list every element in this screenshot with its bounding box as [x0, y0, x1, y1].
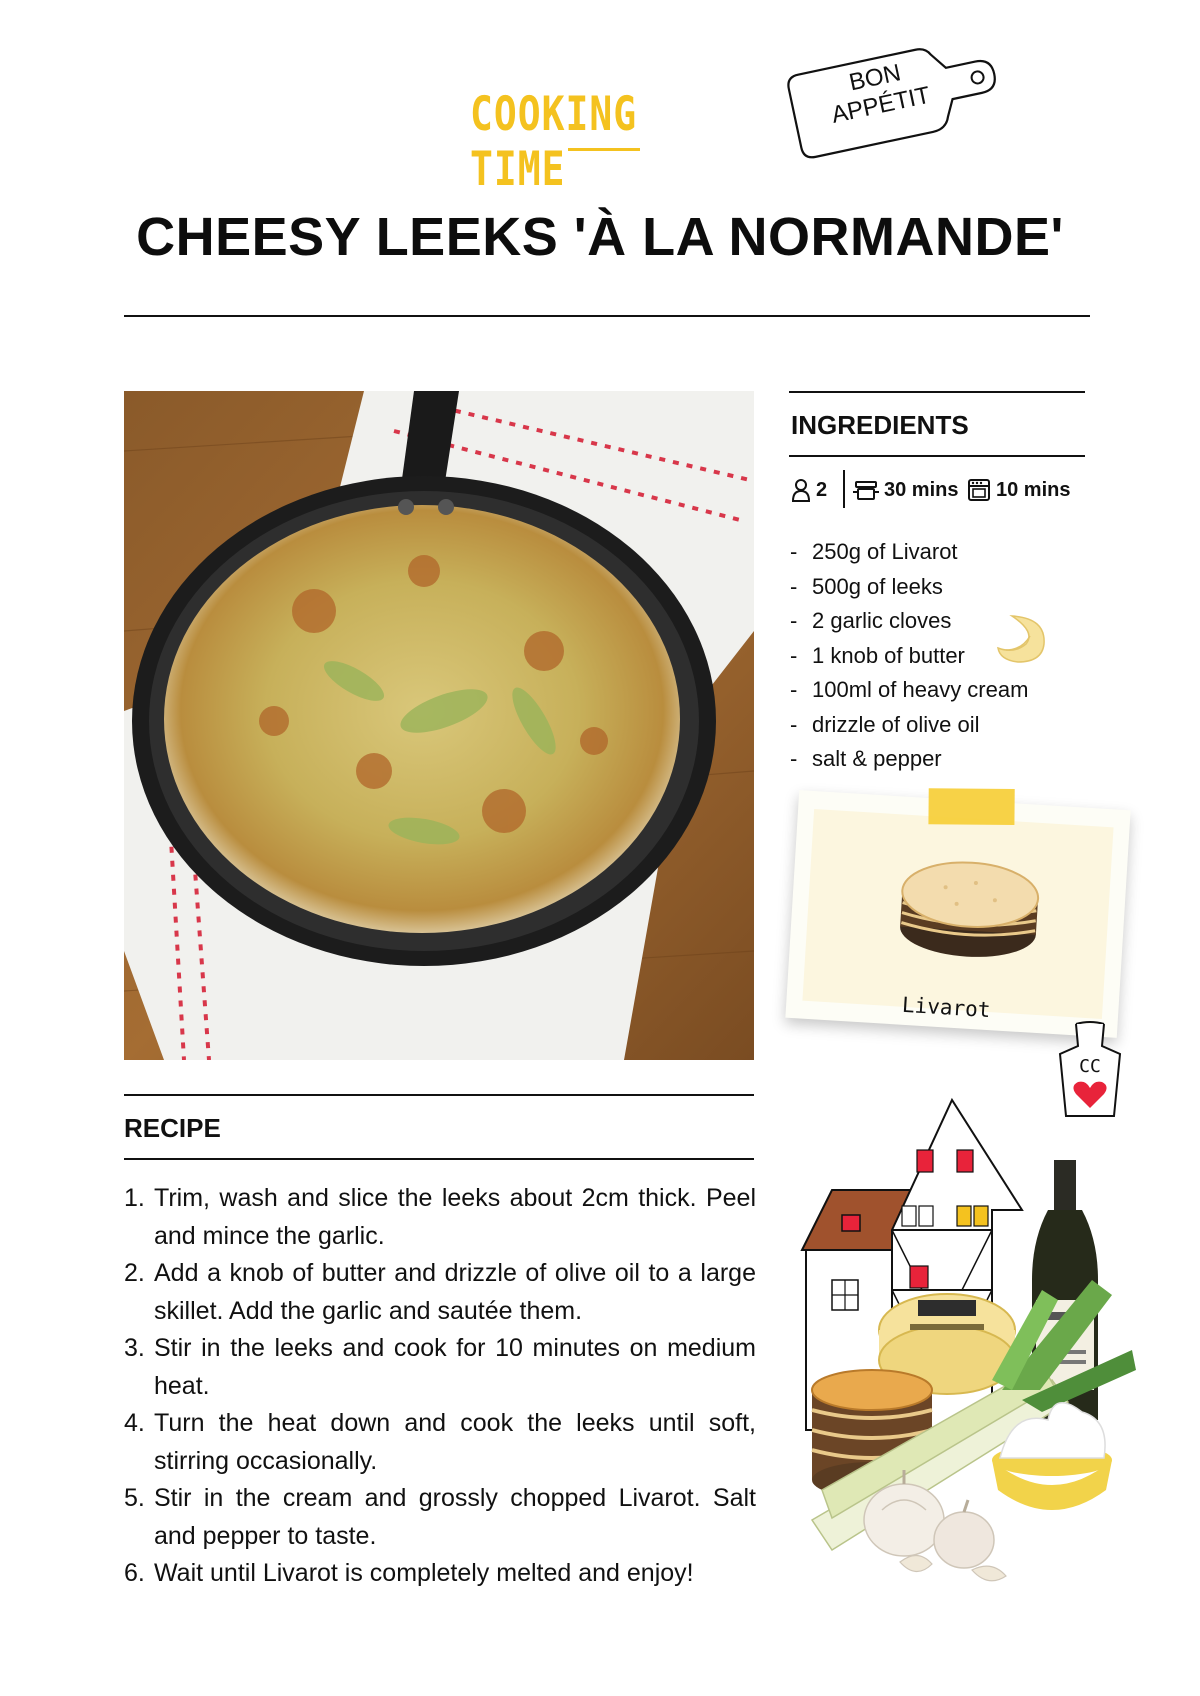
step-text: Trim, wash and slice the leeks about 2cm thick. Peel and mince the garlic.: [154, 1184, 756, 1250]
recipe-top-rule: [124, 1094, 754, 1096]
section-kicker: COOKING TIME: [470, 86, 638, 196]
step-number: 1.: [124, 1184, 145, 1212]
list-item: [124, 1180, 756, 1255]
tape-strip: [928, 788, 1014, 825]
recipe-meta: [791, 470, 1091, 510]
bon-appetit-badge: BON APPÉTIT: [829, 59, 933, 129]
page-title: CHEESY LEEKS 'À LA NORMANDE': [136, 207, 1064, 267]
list-item: - drizzle of olive oil: [790, 708, 1090, 743]
polaroid-photo-area: [802, 809, 1113, 1019]
list-item: [124, 1255, 756, 1330]
kicker-underline: [568, 148, 640, 151]
step-number: 3.: [124, 1334, 145, 1362]
servings-value: 2: [816, 478, 828, 501]
step-text: Stir in the leeks and cook for 10 minutes on medium heat.: [154, 1334, 756, 1400]
step-number: 5.: [124, 1484, 145, 1512]
skillet-gratin-photo: [124, 391, 754, 1060]
ingredients-divider: [789, 455, 1085, 457]
cook-time-value: 10 mins: [996, 478, 1071, 501]
list-item: - 100ml of heavy cream: [790, 673, 1090, 708]
person-icon: [791, 478, 811, 502]
step-text: Add a knob of butter and drizzle of olive oil to a large skillet. Add the garlic and sautée them.: [154, 1259, 756, 1325]
list-item: - salt & pepper: [790, 742, 1090, 777]
butter-curl-icon: [992, 610, 1052, 666]
ingredients-heading: INGREDIENTS: [791, 410, 969, 440]
step-number: 4.: [124, 1409, 145, 1437]
prep-pot-icon: [853, 478, 879, 502]
livarot-polaroid: [785, 790, 1130, 1038]
step-number: 6.: [124, 1559, 145, 1587]
recipe-steps: [124, 1180, 756, 1593]
list-item: - 250g of Livarot: [790, 535, 1090, 570]
recipe-heading: RECIPE: [124, 1113, 221, 1143]
list-item: - 1 knob of butter: [790, 639, 1090, 674]
list-item: [124, 1555, 756, 1593]
step-text: Stir in the cream and grossly chopped Livarot. Salt and pepper to taste.: [154, 1484, 756, 1550]
ingredients-top-rule: [789, 391, 1085, 393]
livarot-cheese-icon: [891, 842, 1048, 971]
ingredients-collage: [792, 1090, 1142, 1590]
step-number: 2.: [124, 1259, 145, 1287]
step-text: Wait until Livarot is completely melted and enjoy!: [154, 1559, 694, 1587]
servings: [791, 478, 827, 502]
cook-time: [967, 478, 1070, 502]
list-item: [124, 1480, 756, 1555]
prep-time-value: 30 mins: [884, 478, 959, 501]
meta-separator: [843, 470, 845, 508]
list-item: - 500g of leeks: [790, 570, 1090, 605]
step-text: Turn the heat down and cook the leeks until soft, stirring occasionally.: [154, 1409, 756, 1475]
recipe-divider: [124, 1158, 754, 1160]
list-item: - 2 garlic cloves: [790, 604, 1090, 639]
polaroid-label: Livarot: [901, 992, 992, 1023]
apron-initials: CC: [1079, 1056, 1101, 1077]
list-item: [124, 1330, 756, 1405]
oven-icon: [967, 478, 991, 502]
list-item: [124, 1405, 756, 1480]
title-divider: [124, 315, 1090, 317]
prep-time: [853, 478, 958, 502]
